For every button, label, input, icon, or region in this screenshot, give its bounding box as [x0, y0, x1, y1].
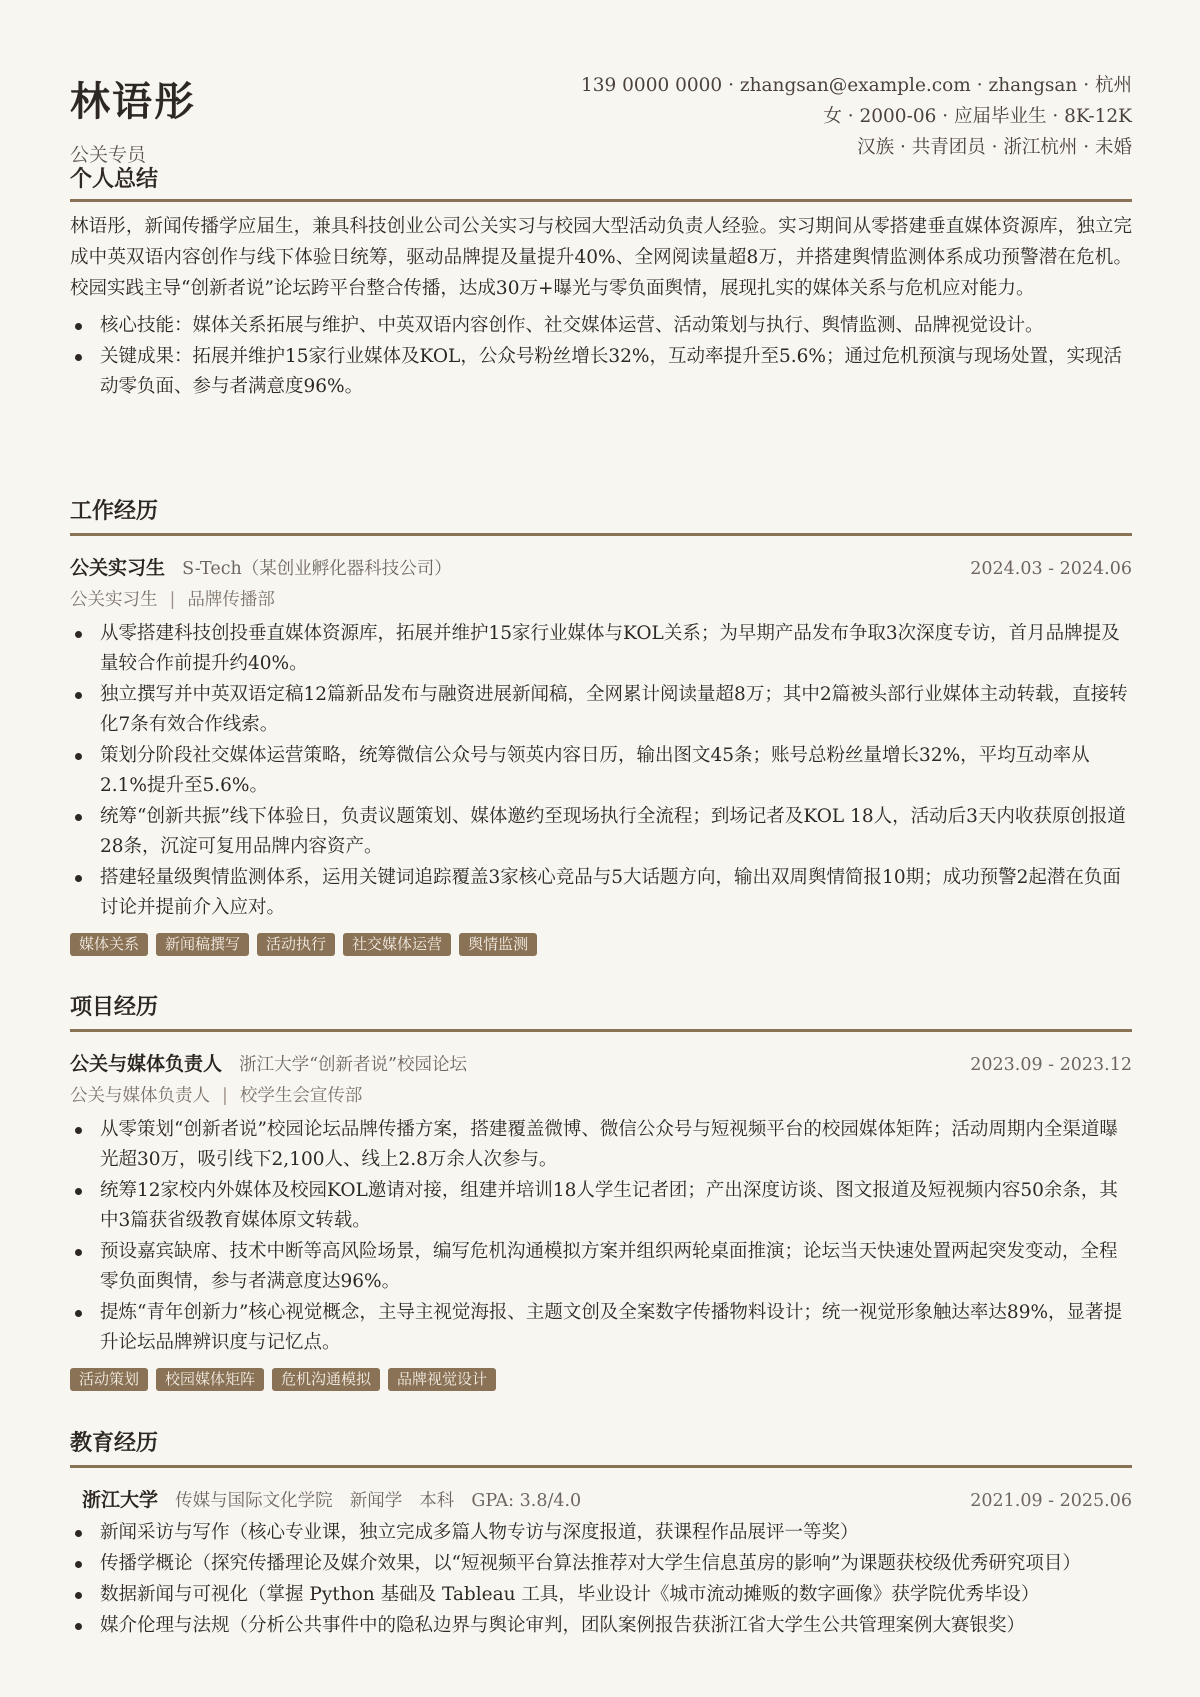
section-title-work: 工作经历 [70, 498, 159, 524]
section-divider [70, 1465, 1132, 1468]
section-title-education: 教育经历 [70, 1430, 159, 1456]
list-item: 预设嘉宾缺席、技术中断等高风险场景，编写危机沟通模拟方案并组织两轮桌面推演；论坛当天快速处置两起突发变动，全程零负面舆情，参与者满意度达96%。 [70, 1237, 1132, 1297]
education-bullets [70, 1518, 1132, 1641]
separator: | [222, 1086, 228, 1106]
summary-section [70, 211, 1132, 402]
candidate-name: 林语彤 [70, 78, 196, 125]
contact-line: 139 0000 0000 · zhangsan@example.com · zhangsan · 杭州 [580, 75, 1132, 96]
department-label: 品牌传播部 [187, 590, 275, 610]
list-item: 数据新闻与可视化（掌握 Python 基础及 Tableau 工具，毕业设计《城市流动摊贩的数字画像》获学院优秀毕设） [70, 1580, 1132, 1610]
skill-tag: 新闻稿撰写 [156, 933, 249, 956]
contact-line: 女 · 2000-06 · 应届毕业生 · 8K-12K [823, 106, 1132, 127]
skill-tag: 社交媒体运营 [343, 933, 451, 956]
major-name: 新闻学 [349, 1491, 403, 1511]
section-divider [70, 199, 1132, 202]
entry-header [70, 1049, 1132, 1076]
list-item: 统筹12家校内外媒体及校园KOL邀请对接，组建并培训18人学生记者团；产出深度访谈、图文报道及短视频内容50余条，其中3篇获省级教育媒体原文转载。 [70, 1176, 1132, 1236]
date-range: 2023.09 - 2023.12 [970, 1055, 1132, 1075]
project-name: 浙江大学“创新者说”校园论坛 [239, 1055, 468, 1075]
list-item: 从零搭建科技创投垂直媒体资源库，拓展并维护15家行业媒体与KOL关系；为早期产品发布争取3次深度专访，首月品牌提及量较合作前提升约40%。 [70, 619, 1132, 679]
work-bullets [70, 619, 1132, 923]
skill-tag: 校园媒体矩阵 [156, 1368, 264, 1391]
entry-subtitle [70, 1082, 1132, 1107]
skill-tag: 媒体关系 [70, 933, 148, 956]
list-item: 独立撰写并中英双语定稿12篇新品发布与融资进展新闻稿，全网累计阅读量超8万；其中2篇被头部行业媒体主动转载，直接转化7条有效合作线索。 [70, 680, 1132, 740]
section-divider [70, 1029, 1132, 1032]
education-entry [70, 1485, 1132, 1641]
section-title-summary: 个人总结 [70, 166, 159, 192]
project-bullets [70, 1115, 1132, 1358]
date-range: 2021.09 - 2025.06 [970, 1491, 1132, 1511]
project-role: 公关与媒体负责人 [70, 1053, 223, 1075]
position-label: 公关实习生 [70, 590, 158, 610]
list-item: 统筹“创新共振”线下体验日，负责议题策划、媒体邀约至现场执行全流程；到场记者及KOL 18人，活动后3天内收获原创报道28条，沉淀可复用品牌内容资产。 [70, 802, 1132, 862]
section-title-projects: 项目经历 [70, 994, 159, 1020]
skill-tag: 活动执行 [257, 933, 335, 956]
skill-tag: 品牌视觉设计 [388, 1368, 496, 1391]
contact-line: 汉族 · 共青团员 · 浙江杭州 · 未婚 [857, 137, 1132, 158]
job-title: 公关实习生 [70, 557, 166, 579]
department-label: 校学生会宣传部 [239, 1086, 363, 1106]
project-entry [70, 1049, 1132, 1391]
degree-label: 本科 [419, 1491, 455, 1511]
gpa-label: GPA: 3.8/4.0 [471, 1491, 582, 1511]
date-range: 2024.03 - 2024.06 [970, 559, 1132, 579]
separator: | [169, 590, 176, 610]
summary-bullets [70, 311, 1132, 402]
candidate-role: 公关专员 [70, 144, 147, 166]
list-item: 从零策划“创新者说”校园论坛品牌传播方案，搭建覆盖微博、微信公众号与短视频平台的校园媒体矩阵；活动周期内全渠道曝光超30万，吸引线下2,100人、线上2.8万余人次参与。 [70, 1115, 1132, 1175]
school-name: 浙江大学 [82, 1489, 159, 1511]
list-item: 传播学概论（探究传播理论及媒介效果，以“短视频平台算法推荐对大学生信息茧房的影响”为课题获校级优秀研究项目） [70, 1549, 1132, 1579]
skill-tags [70, 933, 1132, 956]
entry-header [70, 553, 1132, 580]
list-item: 搭建轻量级舆情监测体系，运用关键词追踪覆盖3家核心竞品与5大话题方向，输出双周舆情简报10期；成功预警2起潜在负面讨论并提前介入应对。 [70, 863, 1132, 923]
skill-tag: 舆情监测 [459, 933, 537, 956]
summary-paragraph: 林语彤，新闻传播学应届生，兼具科技创业公司公关实习与校园大型活动负责人经验。实习期间从零搭建垂直媒体资源库，独立完成中英双语内容创作与线下体验日统筹，驱动品牌提及量提升40%、全网阅读量超8万，并搭建舆情监测体系成功预警潜在危机。校园实践主导“创新者说”论坛跨平台整合传播，达成30万+曝光与零负面舆情，展现扎实的媒体关系与危机应对能力。 [70, 216, 1132, 299]
entry-subtitle [70, 586, 1132, 611]
contact-info [581, 70, 1132, 163]
skill-tag: 活动策划 [70, 1368, 148, 1391]
college-name: 传媒与国际文化学院 [175, 1491, 333, 1511]
skill-tag: 危机沟通模拟 [272, 1368, 380, 1391]
list-item: 新闻采访与写作（核心专业课，独立完成多篇人物专访与深度报道，获课程作品展评一等奖） [70, 1518, 1132, 1548]
list-item: 提炼“青年创新力”核心视觉概念，主导主视觉海报、主题文创及全案数字传播物料设计；统一视觉形象触达率达89%，显著提升论坛品牌辨识度与记忆点。 [70, 1298, 1132, 1358]
list-item: 策划分阶段社交媒体运营策略，统筹微信公众号与领英内容日历，输出图文45条；账号总粉丝量增长32%，平均互动率从2.1%提升至5.6%。 [70, 741, 1132, 801]
list-item: 媒介伦理与法规（分析公共事件中的隐私边界与舆论审判，团队案例报告获浙江省大学生公共管理案例大赛银奖） [70, 1611, 1132, 1641]
company-name: S-Tech（某创业孵化器科技公司） [182, 559, 452, 579]
list-item: 核心技能：媒体关系拓展与维护、中英双语内容创作、社交媒体运营、活动策划与执行、舆情监测、品牌视觉设计。 [70, 311, 1132, 341]
work-entry [70, 553, 1132, 956]
skill-tags [70, 1368, 1132, 1391]
list-item: 关键成果：拓展并维护15家行业媒体及KOL，公众号粉丝增长32%，互动率提升至5.6%；通过危机预演与现场处置，实现活动零负面、参与者满意度96%。 [70, 342, 1132, 402]
entry-header [70, 1485, 1132, 1512]
section-divider [70, 533, 1132, 536]
position-label: 公关与媒体负责人 [70, 1086, 210, 1106]
